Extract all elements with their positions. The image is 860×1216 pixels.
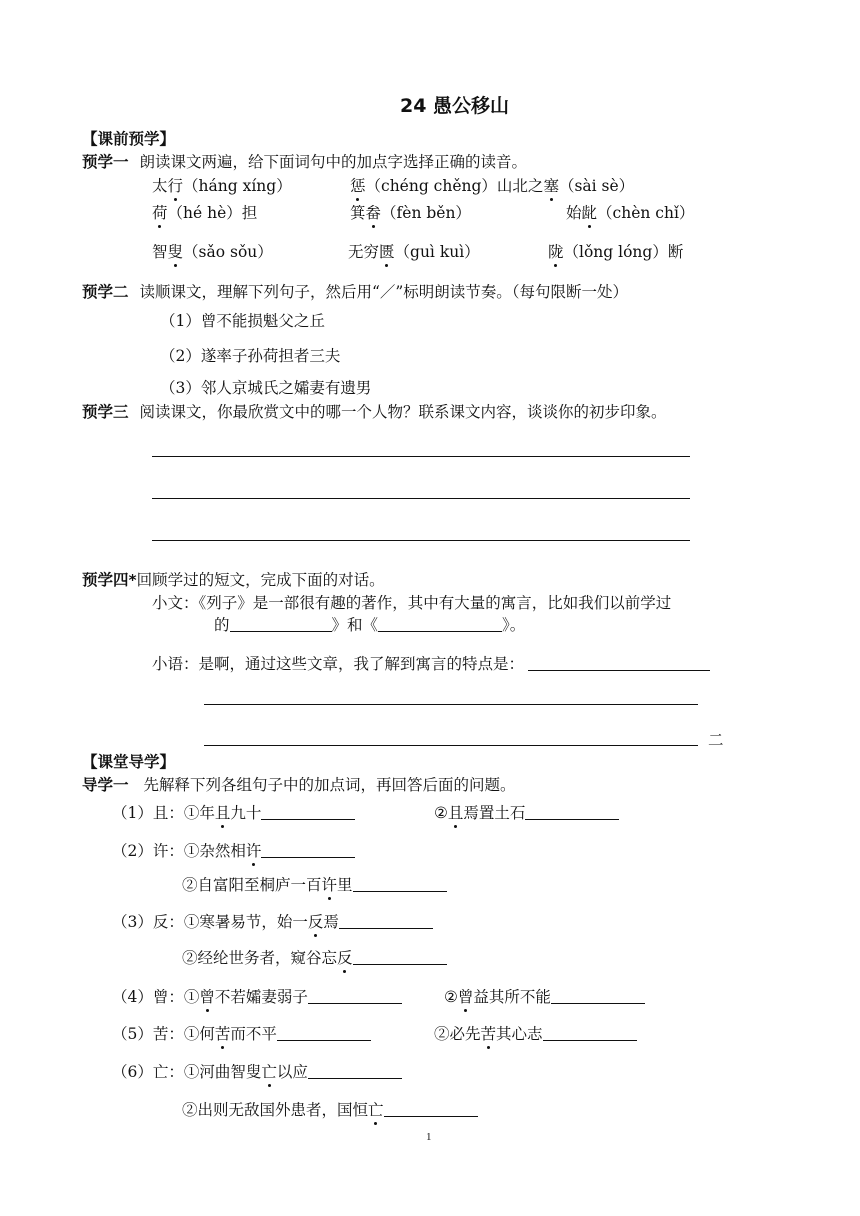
item-text: 而不平	[230, 1025, 277, 1043]
preview-3	[82, 402, 666, 422]
dialogue-text: 的	[214, 616, 230, 634]
item-text: （4）曾：①	[112, 988, 200, 1006]
fill-blank[interactable]	[378, 615, 502, 632]
fill-blank[interactable]	[528, 654, 710, 671]
dotted-char: 行	[167, 177, 184, 195]
pinyin-options: （chéng chěng）山北之	[365, 177, 544, 195]
fill-blank[interactable]	[261, 841, 355, 858]
item-text: 九十	[230, 804, 262, 822]
vocab-item	[112, 912, 433, 932]
pinyin-item	[152, 203, 257, 223]
pinyin-item	[348, 242, 480, 262]
preview-4-label: 预学四	[82, 571, 129, 589]
vocab-item	[444, 987, 645, 1007]
vocab-item	[112, 1062, 402, 1082]
item-text: 焉	[323, 913, 339, 931]
fill-blank[interactable]	[230, 615, 332, 632]
dotted-char: 匮	[379, 243, 395, 261]
dotted-char: 且	[214, 804, 231, 822]
item-text: ②必先	[434, 1025, 481, 1043]
item-text: （3）反：①寒暑易节，始一	[112, 913, 308, 931]
fill-blank[interactable]	[339, 912, 433, 929]
dotted-char: 苦	[480, 1025, 497, 1043]
pinyin-item	[566, 203, 694, 223]
dotted-char: 且	[447, 804, 464, 822]
fill-blank[interactable]	[353, 875, 447, 892]
pinyin-options: （háng xíng）	[183, 177, 292, 195]
dialogue-text: 》和《	[331, 616, 379, 634]
stray-character: 二	[708, 731, 724, 749]
fill-blank[interactable]	[308, 987, 402, 1004]
item-text: 益其所不能	[473, 988, 551, 1006]
dotted-char: 许	[321, 876, 338, 894]
preview-2-label: 预学二	[82, 283, 129, 301]
section-heading-class: 【课堂导学】	[82, 753, 176, 771]
star-mark: *	[128, 571, 137, 589]
preview-2	[82, 282, 628, 302]
pinyin-options: （sài sè）	[558, 177, 635, 195]
dialogue-xiaowen: 小文：《列子》是一部很有趣的著作，其中有大量的寓言，比如我们以前学过	[152, 594, 672, 612]
item-text: 以应	[276, 1063, 308, 1081]
vocab-item	[112, 1024, 371, 1044]
item-text: 其心志	[496, 1025, 543, 1043]
item-text: ②自富阳至桐庐一百	[182, 876, 322, 894]
dotted-char: 荷	[152, 204, 168, 222]
dialogue-text: 小语：是啊，通过这些文章，我了解到寓言的特点是：	[152, 655, 525, 673]
pinyin-item	[152, 242, 273, 262]
fill-blank[interactable]	[543, 1024, 637, 1041]
vocab-item	[112, 841, 355, 861]
dotted-char: 塞	[543, 177, 559, 195]
dotted-char: 苦	[214, 1025, 231, 1043]
fill-blank[interactable]	[525, 803, 619, 820]
item-text: （2）许：①杂然相	[112, 842, 246, 860]
guide-1-label: 导学一	[82, 776, 129, 794]
section-heading-preview: 【课前预学】	[82, 130, 176, 148]
preview-4	[82, 570, 385, 590]
page-number: 1	[426, 1131, 432, 1143]
vocab-item	[434, 1024, 637, 1044]
fill-blank[interactable]	[277, 1024, 371, 1041]
dotted-char: 曾	[457, 988, 474, 1006]
item-text: 不若孀妻弱子	[214, 988, 308, 1006]
item-text: （6）亡：①河曲智叟	[112, 1063, 262, 1081]
item-text: 焉置土石	[463, 804, 526, 822]
dotted-char: 叟	[167, 243, 184, 261]
vocab-item	[112, 803, 355, 823]
fill-blank[interactable]	[261, 803, 355, 820]
item-text: （1）且：①年	[112, 804, 215, 822]
rhythm-sentence: （3）邻人京城氏之孀妻有遗男	[160, 379, 372, 397]
answer-line[interactable]	[152, 540, 690, 541]
answer-line[interactable]	[204, 745, 698, 746]
pinyin-options: （chèn chǐ）	[597, 204, 695, 222]
pinyin-item	[350, 176, 634, 196]
pinyin-options: （hé hè）担	[167, 204, 258, 222]
vocab-item	[112, 987, 402, 1007]
item-text: 里	[337, 876, 353, 894]
dotted-char: 惩	[350, 177, 366, 195]
dialogue-xiaoyu	[152, 654, 710, 674]
fill-blank[interactable]	[308, 1062, 402, 1079]
pinyin-item	[548, 242, 683, 262]
answer-line[interactable]	[152, 498, 690, 499]
answer-line[interactable]	[152, 456, 690, 457]
preview-1-instruction: 朗读课文两遍，给下面词句中的加点字选择正确的读音。	[139, 153, 527, 171]
preview-1	[82, 152, 527, 172]
dotted-char: 陇	[548, 243, 564, 261]
dotted-char: 许	[245, 842, 262, 860]
word-text: 无穷	[348, 243, 380, 261]
dotted-char: 反	[307, 913, 324, 931]
preview-3-instruction: 阅读课文，你最欣赏文中的哪一个人物？联系课文内容，谈谈你的初步印象。	[139, 403, 667, 421]
fill-blank[interactable]	[384, 1100, 478, 1117]
pinyin-options: （lǒng lóng）断	[563, 243, 684, 261]
pinyin-options: （sǎo sǒu）	[183, 243, 273, 261]
dotted-char: 亡	[368, 1101, 384, 1119]
dialogue-text: 》。	[502, 616, 526, 634]
preview-2-instruction: 读顺课文，理解下列句子，然后用“／”标明朗读节奏。（每句限断一处）	[139, 283, 629, 301]
pinyin-options: （guì kuì）	[394, 243, 480, 261]
pinyin-item	[350, 203, 471, 223]
dotted-char: 亡	[261, 1063, 277, 1081]
dialogue-xiaowen-cont	[214, 615, 525, 635]
word-text: 智	[152, 243, 168, 261]
word-text: 太	[152, 177, 168, 195]
vocab-item	[434, 803, 619, 823]
word-text: 始	[566, 204, 582, 222]
item-text: ②出则无敌国外患者，国恒	[182, 1101, 369, 1119]
fill-blank[interactable]	[551, 987, 645, 1004]
item-text: ②	[434, 804, 448, 822]
preview-4-instruction: 回顾学过的短文，完成下面的对话。	[136, 571, 385, 589]
rhythm-sentence: （1）曾不能损魁父之丘	[160, 312, 325, 330]
item-text: ②经纶世务者，窥谷忘	[182, 949, 338, 967]
vocab-item	[182, 948, 447, 968]
preview-1-label: 预学一	[82, 153, 129, 171]
rhythm-sentence: （2）遂率子孙荷担者三夫	[160, 347, 341, 365]
fill-blank[interactable]	[353, 948, 447, 965]
pinyin-options: （fèn běn）	[381, 204, 471, 222]
preview-3-label: 预学三	[82, 403, 129, 421]
dotted-char: 畚	[365, 204, 382, 222]
dotted-char: 反	[337, 949, 353, 967]
word-text: 箕	[350, 204, 366, 222]
vocab-item	[182, 875, 447, 895]
pinyin-item	[152, 176, 292, 196]
item-text: （5）苦：①何	[112, 1025, 215, 1043]
guide-1	[82, 775, 515, 795]
page-title: 24 愚公移山	[400, 95, 510, 117]
guide-1-instruction: 先解释下列各组句子中的加点词，再回答后面的问题。	[143, 776, 516, 794]
item-text: ②	[444, 988, 458, 1006]
dotted-char: 龀	[581, 204, 598, 222]
vocab-item	[182, 1100, 478, 1120]
dotted-char: 曾	[199, 988, 215, 1006]
answer-line[interactable]	[204, 704, 698, 705]
